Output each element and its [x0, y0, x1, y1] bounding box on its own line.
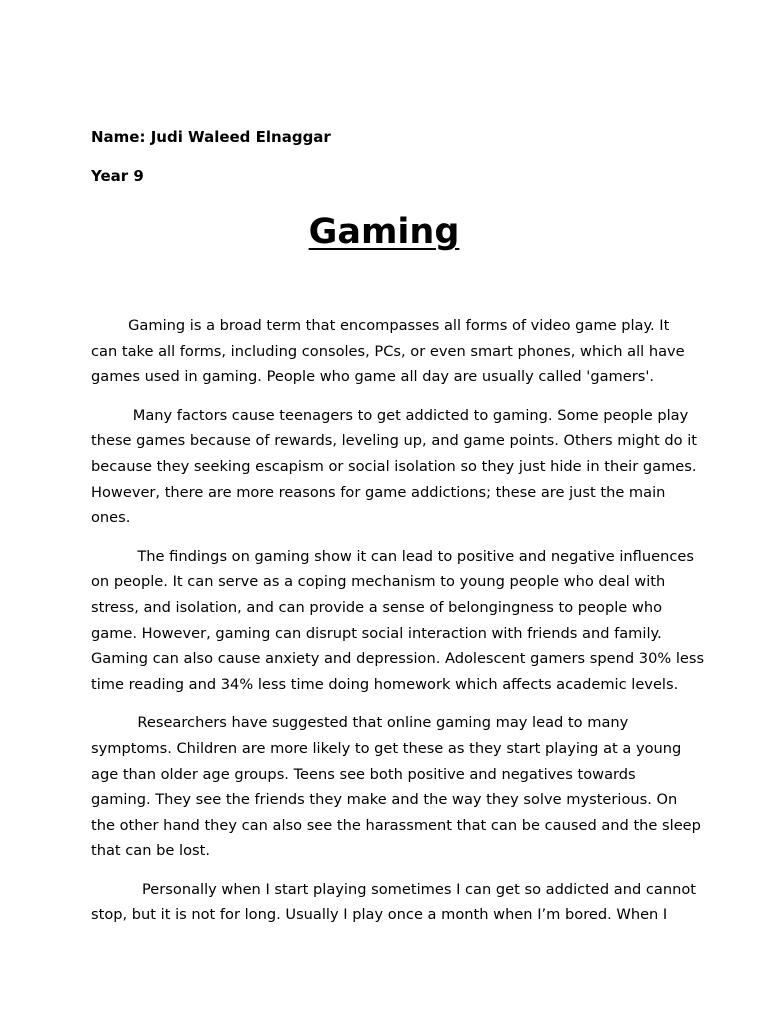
text-line: age than older age groups. Teens see both positive and negatives towards [91, 765, 636, 783]
text-line: Gaming can also cause anxiety and depression. Adolescent gamers spend 30% less [91, 650, 705, 668]
text-line: that can be lost. [91, 842, 210, 860]
student-year: Year 9 [91, 167, 144, 185]
paragraph [91, 544, 705, 698]
paragraph [91, 710, 701, 864]
text-line: game. However, gaming can disrupt social interaction with friends and family. [91, 624, 662, 642]
text-line: stop, but it is not for long. Usually I play once a month when I’m bored. When I [91, 906, 668, 924]
text-line: games used in gaming. People who game all day are usually called 'gamers'. [91, 368, 654, 386]
text-line: time reading and 34% less time doing homework which affects academic levels. [91, 675, 679, 693]
text-line: these games because of rewards, leveling up, and game points. Others might do it [91, 432, 697, 450]
text-line: Personally when I start playing sometimes I can get so addicted and cannot [91, 880, 696, 898]
text-line: symptoms. Children are more likely to get these as they start playing at a young [91, 739, 682, 757]
document-title: Gaming [308, 212, 460, 252]
text-line: ones. [91, 509, 131, 527]
paragraph [91, 403, 697, 531]
text-line: on people. It can serve as a coping mechanism to young people who deal with [91, 573, 666, 591]
text-line: the other hand they can also see the harassment that can be caused and the sleep [91, 816, 701, 834]
text-line: However, there are more reasons for game addictions; these are just the main [91, 483, 666, 501]
text-line: can take all forms, including consoles, PCs, or even smart phones, which all have [91, 342, 685, 360]
text-line: The findings on gaming show it can lead to positive and negative influences [91, 547, 694, 565]
document-body [91, 313, 705, 941]
text-line: Researchers have suggested that online gaming may lead to many [91, 714, 629, 732]
paragraph [91, 877, 696, 928]
text-line: Many factors cause teenagers to get addicted to gaming. Some people play [91, 406, 689, 424]
text-line: Gaming is a broad term that encompasses all forms of video game play. It [91, 317, 670, 334]
text-line: stress, and isolation, and can provide a sense of belongingness to people who [91, 598, 663, 616]
text-line: because they seeking escapism or social isolation so they just hide in their games. [91, 457, 697, 475]
text-line: gaming. They see the friends they make and the way they solve mysterious. On [91, 791, 678, 809]
paragraph [91, 313, 685, 390]
student-name: Name: Judi Waleed Elnaggar [91, 128, 331, 146]
